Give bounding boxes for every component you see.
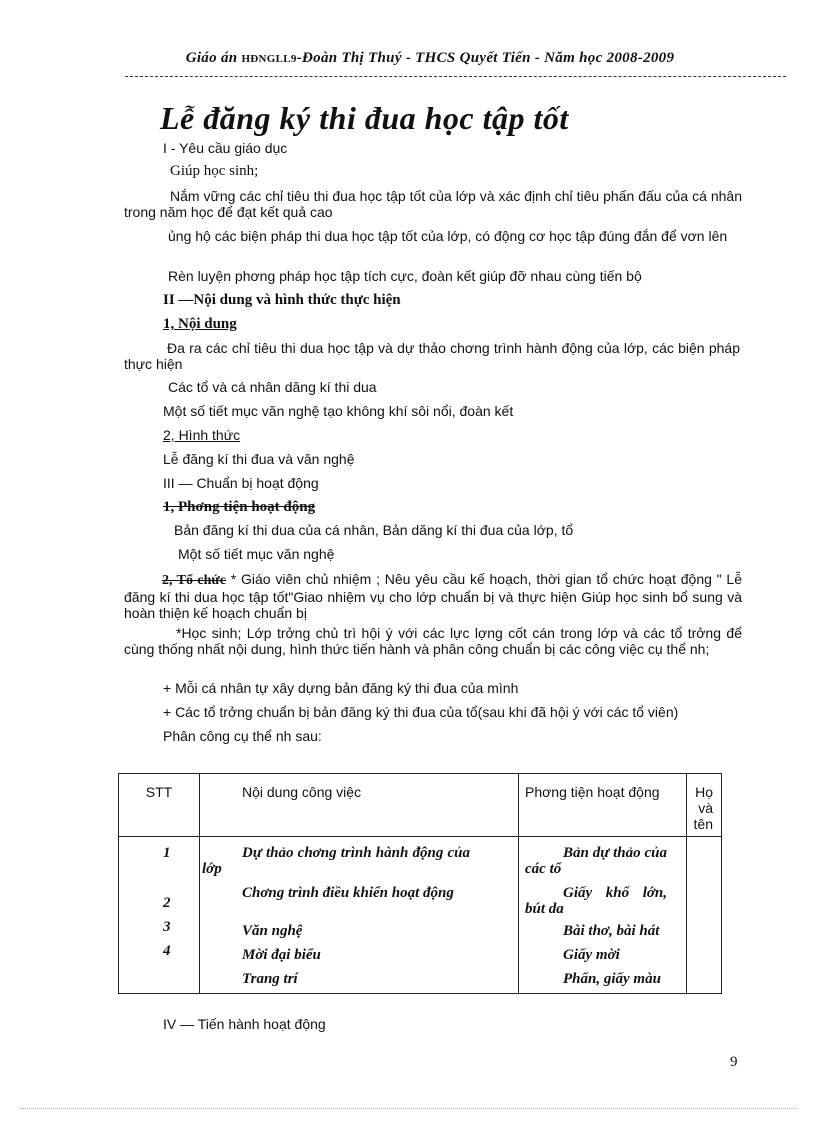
section-2-1-heading: 1, Nội dung bbox=[163, 316, 237, 332]
section-1-subheading: Giúp học sinh; bbox=[170, 163, 259, 179]
section-2-2-heading: 2, Hình thức bbox=[163, 427, 241, 443]
means-5: Phấn, giấy màu bbox=[563, 971, 661, 987]
paragraph-14: Phân công cụ thể nh sau: bbox=[163, 728, 322, 744]
paragraph-13: + Các tổ trởng chuẩn bị bản đăng ký thi đua của tổ(sau khi đã hội ý với các tổ viên) bbox=[163, 704, 679, 720]
means-cell bbox=[519, 837, 687, 994]
name-cell bbox=[687, 837, 722, 994]
stt-3: 3 bbox=[163, 919, 171, 935]
paragraph-6: Một số tiết mục văn nghệ tạo không khí sôi nổi, đoàn kết bbox=[163, 403, 514, 419]
paragraph-9: Một số tiết mục văn nghệ bbox=[178, 546, 335, 562]
header-stt: STT bbox=[119, 774, 200, 837]
task-2: Chơng trình điều khiển hoạt động bbox=[242, 885, 454, 901]
paragraph-3: Rèn luyện phơng pháp học tập tích cực, đoàn kết giúp đỡ nhau cùng tiến bộ bbox=[168, 268, 642, 284]
stt-1: 1 bbox=[163, 845, 171, 861]
paragraph-2: ủng hộ các biện pháp thi dua học tập tốt của lớp, có động cơ học tập đúng đắn để vơn lên bbox=[168, 228, 728, 244]
task-cell bbox=[200, 837, 519, 994]
task-5: Trang trí bbox=[242, 971, 298, 987]
stt-cell bbox=[119, 837, 200, 994]
paragraph-4: Đa ra các chỉ tiêu thi dua học tập và dự thảo chơng trình hành động của lớp, các biện pháp thực hiện bbox=[124, 340, 740, 372]
section-3-2-heading: 2, Tổ chức bbox=[162, 573, 226, 588]
stt-2: 2 bbox=[163, 895, 171, 911]
section-3-1-heading: 1, Phơng tiện hoạt động bbox=[163, 499, 316, 515]
table-header-row bbox=[119, 774, 722, 837]
section-1-heading: I - Yêu cầu giáo dục bbox=[163, 140, 288, 156]
header-task: Nội dung công việc bbox=[200, 774, 519, 837]
table-body-row bbox=[119, 837, 722, 994]
section-4-heading: IV — Tiến hành hoạt động bbox=[163, 1016, 326, 1032]
paragraph-8: Bản đăng kí thi dua của cá nhân, Bản dăng kí thi đua của lớp, tổ bbox=[174, 522, 574, 538]
section-3-heading: III — Chuẩn bị hoạt động bbox=[163, 475, 319, 491]
task-1: Dự thảo chơng trình hành động của lớp bbox=[202, 845, 470, 877]
means-2: Giấy khổ lớn, bút da bbox=[525, 885, 667, 917]
header-code: HĐNGLL9 bbox=[241, 53, 297, 65]
paragraph-10: 2, Tổ chức * Giáo viên chủ nhiệm ; Nêu yêu cầu kế hoạch, thời gian tổ chức hoạt động " Lễ đăng kí thi dua học tập tốt"Giao nhiệm vụ cho lớp chuẩn bị và thực hiện Giúp học sinh bổ sung và hoàn thiện kế hoạch chuẩn bị bbox=[124, 571, 743, 621]
task-3: Văn nghệ bbox=[242, 923, 303, 939]
page-number: 9 bbox=[730, 1054, 738, 1070]
means-4: Giấy mời bbox=[563, 947, 620, 963]
paragraph-1: Nắm vững các chỉ tiêu thi đua học tập tốt của lớp và xác định chỉ tiêu phấn đấu của cá nhân trong năm học để đạt kết quả cao bbox=[124, 188, 742, 220]
header-divider bbox=[125, 76, 786, 77]
paragraph-12: + Mỗi cá nhân tự xây dựng bản đăng ký thi đua của mình bbox=[163, 680, 519, 696]
means-1: Bản dự thảo của các tổ bbox=[525, 845, 667, 877]
assignment-table bbox=[118, 773, 722, 994]
means-3: Bài thơ, bài hát bbox=[563, 923, 660, 939]
stt-4: 4 bbox=[163, 943, 171, 959]
paragraph-7: Lễ đăng kí thi đua và văn nghệ bbox=[163, 451, 355, 467]
paragraph-5: Các tổ và cá nhân dăng kí thi dua bbox=[168, 379, 377, 395]
page-title: Lễ đăng ký thi đua học tập tốt bbox=[160, 100, 569, 136]
task-4: Mời đại biểu bbox=[242, 947, 321, 963]
header-name: Họ và tên bbox=[687, 774, 722, 837]
page-header: Giáo án HĐNGLL9-Đoàn Thị Thuý - THCS Quyết Tiến - Năm học 2008-2009 bbox=[185, 50, 675, 66]
section-2-heading: II —Nội dung và hình thức thực hiện bbox=[163, 292, 401, 308]
footer-divider bbox=[20, 1108, 796, 1109]
header-means: Phơng tiện hoạt động bbox=[519, 774, 687, 837]
paragraph-11: *Học sinh; Lớp trởng chủ trì hội ý với các lực lợng cốt cán trong lớp và các tổ trởng để cùng thống nhất nội dung, hình thức tiến hành và phân công chuẩn bị các công việc cụ thể nh; bbox=[124, 625, 742, 657]
